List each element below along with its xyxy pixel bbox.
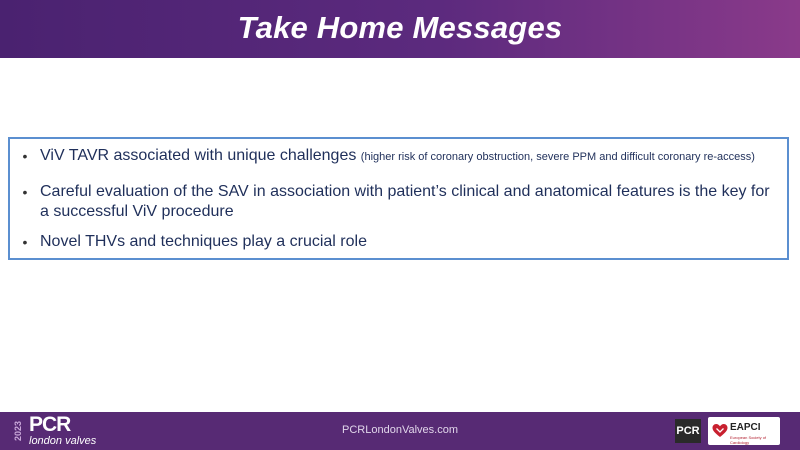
eapci-logo: [708, 417, 780, 445]
london-valves-label: london valves: [29, 435, 97, 447]
bullet-item: [10, 232, 779, 252]
footer-bar: [0, 412, 800, 450]
bullet-dot: •: [22, 148, 28, 164]
bullet-dot: •: [22, 234, 28, 250]
bullet-note: (higher risk of coronary obstruction, severe PPM and difficult coronary re-access): [360, 151, 755, 163]
bullet-item: [10, 146, 779, 167]
bullet-main-text: ViV TAVR associated with unique challenges: [40, 147, 357, 164]
pcr-badge-logo: PCR: [675, 419, 701, 443]
year-label: 2023: [13, 420, 23, 442]
bullet-text: [40, 146, 755, 167]
heart-icon: [712, 423, 728, 439]
bullet-item: [10, 182, 779, 222]
eapci-label: EAPCI: [730, 422, 761, 433]
pcr-logo: PCR: [29, 413, 71, 436]
website-link[interactable]: PCRLondonValves.com: [342, 424, 458, 436]
messages-box: [8, 137, 789, 260]
bullet-text: Careful evaluation of the SAV in association with patient’s clinical and anatomical features is the key for a successful ViV procedure: [40, 183, 770, 220]
bullet-text: Novel THVs and techniques play a crucial role: [40, 233, 367, 250]
eapci-sublabel: European Society of Cardiology: [730, 435, 767, 445]
title-bar: [0, 0, 800, 58]
slide-title: Take Home Messages: [237, 9, 563, 45]
bullet-dot: •: [22, 184, 28, 200]
